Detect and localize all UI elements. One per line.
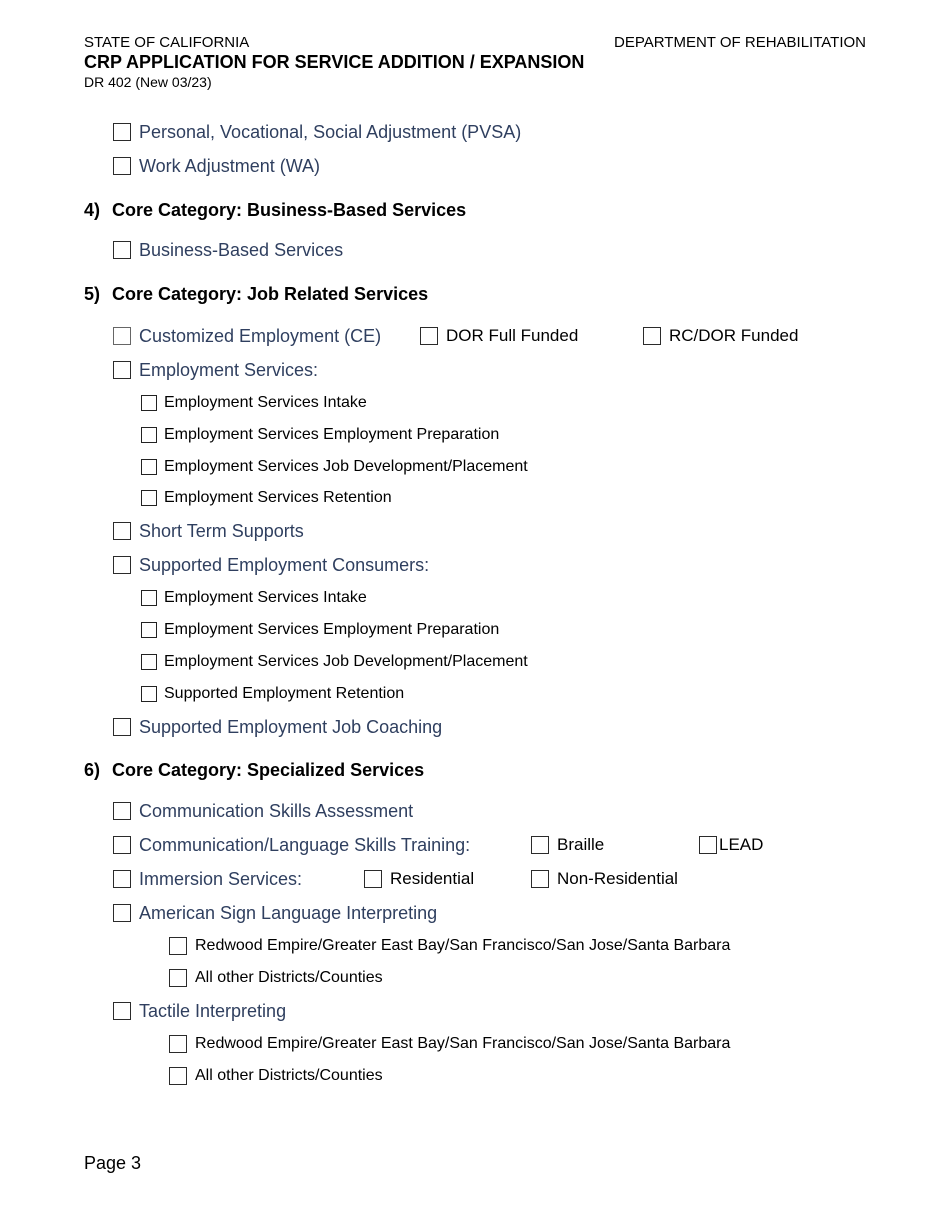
checkbox-label: Employment Services Retention	[164, 489, 392, 506]
checkbox-business-based-services[interactable]	[113, 239, 343, 261]
checkbox-label: Supported Employment Consumers:	[139, 555, 430, 575]
checkbox-label: Supported Employment Retention	[164, 685, 405, 702]
checkbox-tactile-interpreting[interactable]	[113, 1000, 286, 1022]
checkbox-box[interactable]	[141, 622, 157, 638]
checkbox-box[interactable]	[113, 802, 131, 820]
checkbox-comm-language-training[interactable]	[113, 834, 470, 856]
checkbox-box[interactable]	[113, 904, 131, 922]
checkbox-label: All other Districts/Counties	[195, 969, 383, 986]
checkbox-box[interactable]	[113, 522, 131, 540]
checkbox-label: DOR Full Funded	[446, 326, 579, 345]
checkbox-es-job-development[interactable]	[141, 457, 528, 477]
checkbox-label: LEAD	[719, 835, 764, 854]
checkbox-box[interactable]	[113, 1002, 131, 1020]
checkbox-es-intake[interactable]	[141, 393, 367, 413]
checkbox-box[interactable]	[113, 556, 131, 574]
checkbox-se-retention[interactable]	[141, 684, 404, 704]
checkbox-label: Employment Services:	[139, 360, 319, 380]
checkbox-label: Residential	[390, 869, 475, 888]
checkbox-box[interactable]	[113, 361, 131, 379]
checkbox-box[interactable]	[531, 836, 549, 854]
checkbox-asl-interpreting[interactable]	[113, 902, 437, 924]
checkbox-non-residential[interactable]	[531, 869, 678, 889]
checkbox-label: Employment Services Job Development/Placement	[164, 458, 528, 475]
section-number: 4)	[84, 200, 101, 220]
checkbox-box[interactable]	[141, 459, 157, 475]
section-5-heading	[84, 284, 428, 304]
section-number: 5)	[84, 284, 101, 304]
checkbox-box[interactable]	[113, 327, 131, 345]
checkbox-label: American Sign Language Interpreting	[139, 903, 438, 923]
checkbox-lead[interactable]	[699, 835, 763, 855]
checkbox-work-adjustment[interactable]	[113, 155, 320, 177]
checkbox-box[interactable]	[141, 490, 157, 506]
checkbox-label: Personal, Vocational, Social Adjustment (PVSA)	[139, 122, 522, 142]
section-number: 6)	[84, 760, 101, 780]
checkbox-job-coaching[interactable]	[113, 716, 442, 738]
checkbox-label: Communication Skills Assessment	[139, 801, 414, 821]
state-label: STATE OF CALIFORNIA	[84, 34, 250, 51]
checkbox-label: Supported Employment Job Coaching	[139, 717, 443, 737]
checkbox-es-retention[interactable]	[141, 488, 392, 508]
checkbox-label: Work Adjustment (WA)	[139, 156, 321, 176]
checkbox-label: All other Districts/Counties	[195, 1067, 383, 1084]
checkbox-box[interactable]	[169, 1067, 187, 1085]
checkbox-comm-skills-assessment[interactable]	[113, 800, 413, 822]
checkbox-box[interactable]	[141, 395, 157, 411]
checkbox-asl-bay-area-districts[interactable]	[169, 936, 730, 956]
section-4-heading	[84, 200, 466, 220]
checkbox-pvsa[interactable]	[113, 121, 521, 143]
checkbox-label: Braille	[557, 835, 605, 854]
checkbox-box[interactable]	[113, 241, 131, 259]
checkbox-label: Employment Services Job Development/Placement	[164, 653, 528, 670]
checkbox-box[interactable]	[113, 836, 131, 854]
checkbox-label: Employment Services Intake	[164, 589, 367, 606]
checkbox-box[interactable]	[141, 427, 157, 443]
checkbox-box[interactable]	[169, 1035, 187, 1053]
checkbox-box[interactable]	[169, 937, 187, 955]
checkbox-label: Employment Services Employment Preparation	[164, 621, 500, 638]
section-title: Core Category: Business-Based Services	[112, 200, 467, 220]
checkbox-immersion-services[interactable]	[113, 868, 302, 890]
section-title: Core Category: Job Related Services	[112, 284, 429, 304]
checkbox-box[interactable]	[420, 327, 438, 345]
checkbox-tactile-bay-area-districts[interactable]	[169, 1034, 730, 1054]
form-number: DR 402 (New 03/23)	[84, 74, 212, 90]
checkbox-label: Employment Services Employment Preparation	[164, 426, 500, 443]
checkbox-braille[interactable]	[531, 835, 604, 855]
page-number: Page 3	[84, 1153, 142, 1173]
checkbox-box[interactable]	[113, 157, 131, 175]
checkbox-label: Non-Residential	[557, 869, 678, 888]
checkbox-se-job-development[interactable]	[141, 652, 528, 672]
checkbox-box[interactable]	[141, 654, 157, 670]
checkbox-employment-services[interactable]	[113, 359, 318, 381]
checkbox-se-intake[interactable]	[141, 588, 367, 608]
checkbox-label: Short Term Supports	[139, 521, 304, 541]
form-title: CRP APPLICATION FOR SERVICE ADDITION / EXPANSION	[84, 52, 585, 72]
checkbox-tactile-other-districts[interactable]	[169, 1066, 383, 1086]
checkbox-box[interactable]	[531, 870, 549, 888]
checkbox-label: Redwood Empire/Greater East Bay/San Francisco/San Jose/Santa Barbara	[195, 937, 731, 954]
checkbox-label: RC/DOR Funded	[669, 326, 799, 345]
checkbox-box[interactable]	[364, 870, 382, 888]
checkbox-box[interactable]	[141, 686, 157, 702]
checkbox-short-term-supports[interactable]	[113, 520, 304, 542]
department-label: DEPARTMENT OF REHABILITATION	[614, 34, 866, 51]
checkbox-box[interactable]	[113, 718, 131, 736]
checkbox-label: Business-Based Services	[139, 240, 344, 260]
checkbox-box[interactable]	[113, 123, 131, 141]
checkbox-label: Employment Services Intake	[164, 394, 367, 411]
checkbox-se-employment-preparation[interactable]	[141, 620, 499, 640]
checkbox-rc-dor-funded[interactable]	[643, 326, 798, 346]
checkbox-label: Redwood Empire/Greater East Bay/San Francisco/San Jose/Santa Barbara	[195, 1035, 731, 1052]
checkbox-asl-other-districts[interactable]	[169, 968, 383, 988]
checkbox-box[interactable]	[113, 870, 131, 888]
checkbox-box[interactable]	[169, 969, 187, 987]
checkbox-supported-employment-consumers[interactable]	[113, 554, 429, 576]
checkbox-label: Customized Employment (CE)	[139, 326, 382, 346]
checkbox-label: Tactile Interpreting	[139, 1001, 287, 1021]
checkbox-residential[interactable]	[364, 869, 474, 889]
checkbox-customized-employment[interactable]	[113, 325, 381, 347]
checkbox-box[interactable]	[699, 836, 717, 854]
checkbox-es-employment-preparation[interactable]	[141, 425, 499, 445]
checkbox-box[interactable]	[643, 327, 661, 345]
section-6-heading	[84, 760, 424, 780]
checkbox-dor-full-funded[interactable]	[420, 326, 578, 346]
checkbox-label: Communication/Language Skills Training:	[139, 835, 471, 855]
section-title: Core Category: Specialized Services	[112, 760, 425, 780]
checkbox-box[interactable]	[141, 590, 157, 606]
checkbox-label: Immersion Services:	[139, 869, 303, 889]
